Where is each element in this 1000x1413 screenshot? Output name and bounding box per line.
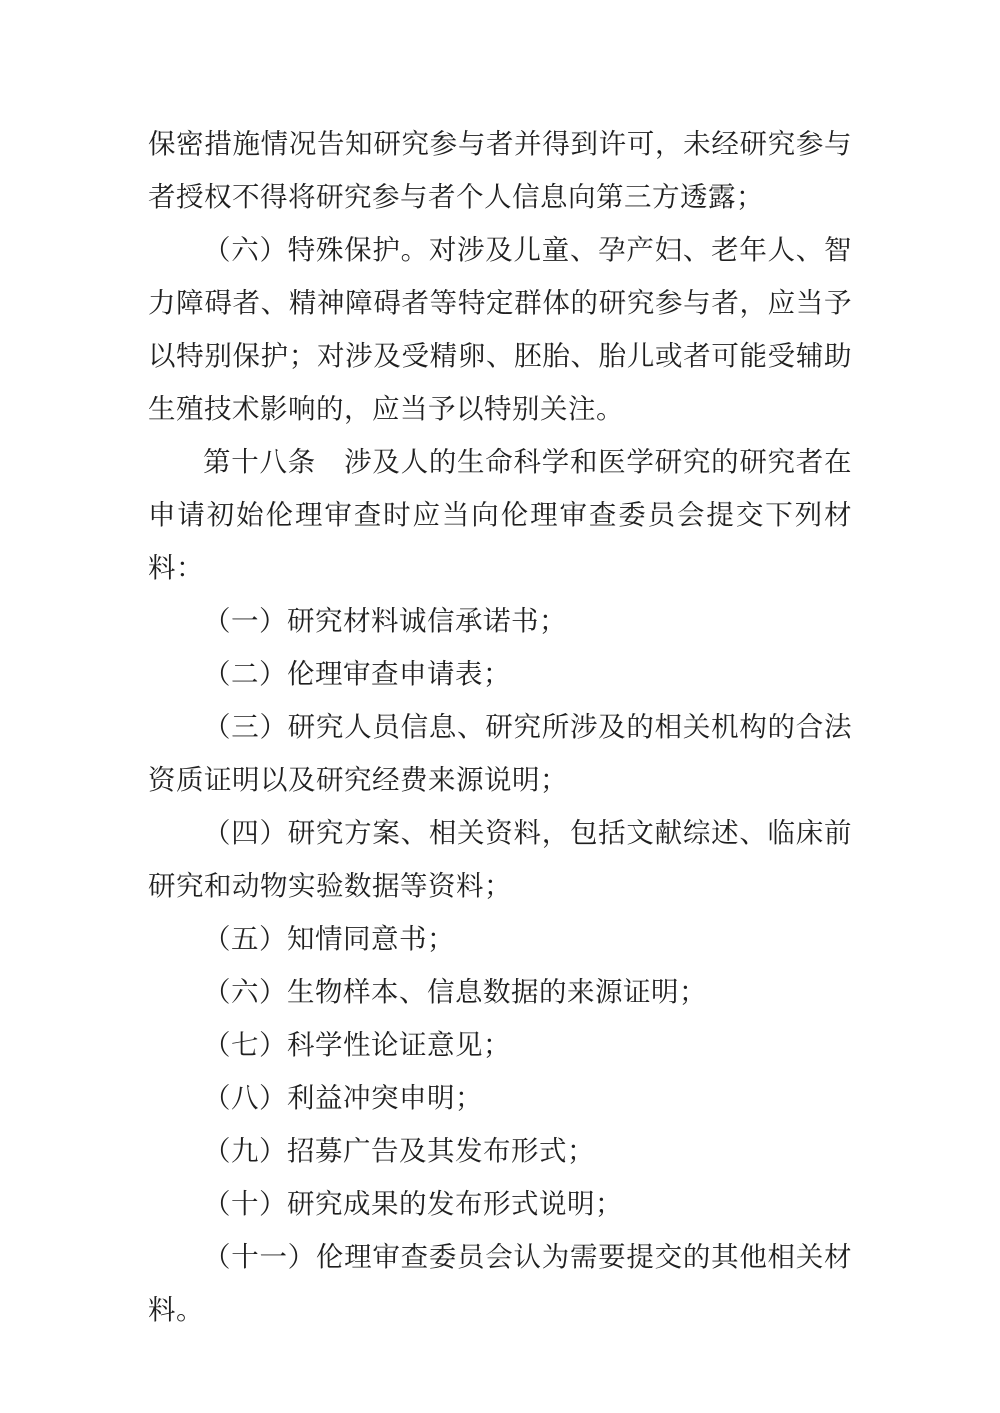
paragraph-list-item-5: （五）知情同意书；: [203, 923, 455, 955]
paragraph-list-item-9: （九）招募广告及其发布形式；: [203, 1135, 595, 1167]
paragraph-list-item-3: （三）研究人员信息、研究所涉及的相关机构的合法资质证明以及研究经费来源说明；: [148, 711, 852, 796]
paragraph-item-six-special-protection: （六）特殊保护。对涉及儿童、孕产妇、老年人、智力障碍者、精神障碍者等特定群体的研究参与者，应当予以特别保护；对涉及受精卵、胚胎、胎儿或者可能受辅助生殖技术影响的，应当予以特别关注。: [148, 234, 852, 425]
paragraph-list-item-6: （六）生物样本、信息数据的来源证明；: [203, 976, 707, 1008]
paragraph-list-item-4: （四）研究方案、相关资料，包括文献综述、临床前研究和动物实验数据等资料；: [148, 817, 852, 902]
paragraph-list-item-10: （十）研究成果的发布形式说明；: [203, 1188, 623, 1220]
paragraph-list-item-11: （十一）伦理审查委员会认为需要提交的其他相关材料。: [148, 1241, 852, 1326]
paragraph-list-item-1: （一）研究材料诚信承诺书；: [203, 605, 567, 637]
paragraph-list-item-7: （七）科学性论证意见；: [203, 1029, 511, 1061]
paragraph-list-item-2: （二）伦理审查申请表；: [203, 658, 511, 690]
paragraph-article-eighteen: 第十八条 涉及人的生命科学和医学研究的研究者在申请初始伦理审查时应当向伦理审查委员会提交下列材料：: [148, 446, 852, 584]
paragraph-confidentiality-continued: 保密措施情况告知研究参与者并得到许可，未经研究参与者授权不得将研究参与者个人信息向第三方透露；: [148, 128, 852, 213]
document-body: [148, 118, 852, 1337]
paragraph-list-item-8: （八）利益冲突申明；: [203, 1082, 483, 1114]
